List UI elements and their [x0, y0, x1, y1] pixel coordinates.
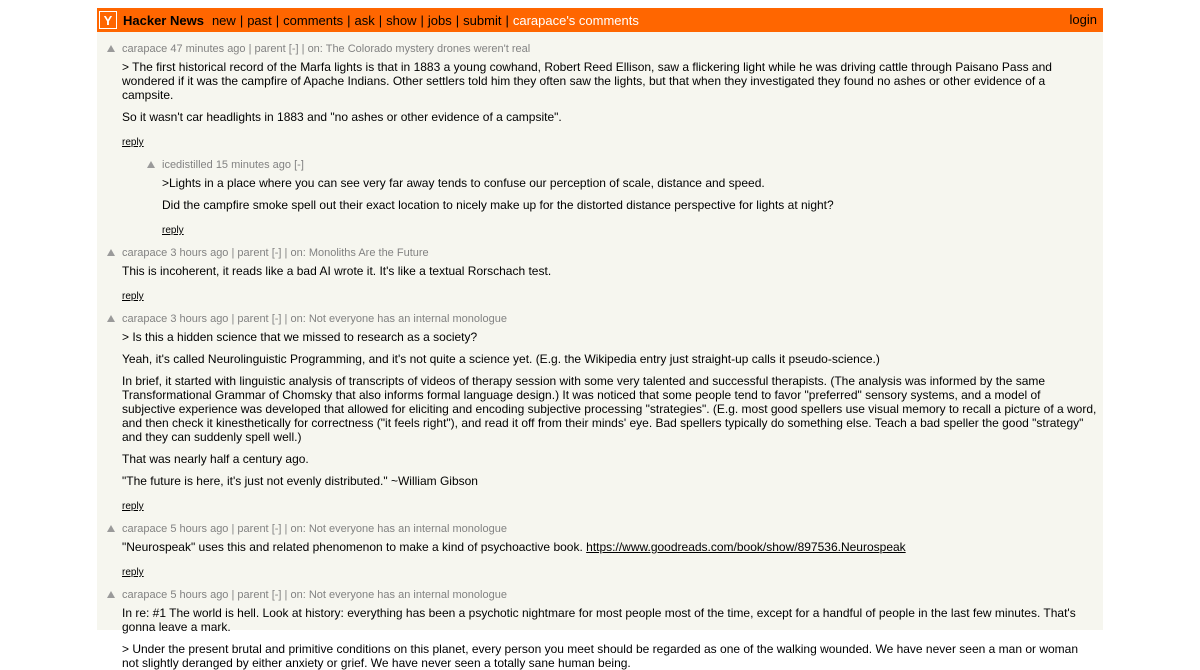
comment-text: [122, 540, 1097, 554]
comment: [97, 586, 1103, 670]
comment-paragraph: This is incoherent, it reads like a bad AI wrote it. It's like a textual Rorschach test.: [122, 264, 552, 278]
reply-link[interactable]: reply: [122, 501, 144, 512]
upvote-arrow-icon[interactable]: [147, 161, 155, 168]
comment-user-link[interactable]: carapace: [122, 589, 168, 601]
on-label: on:: [290, 313, 306, 325]
reply-link[interactable]: reply: [122, 291, 144, 302]
comment-age-link[interactable]: 3 hours ago: [170, 247, 229, 259]
nav-separator: |: [455, 12, 460, 28]
comment-meta: carapace 47 minutes ago | parent [-] | on: The Colorado mystery drones weren't real: [122, 43, 531, 55]
comment-user-link[interactable]: carapace: [122, 43, 168, 55]
nav-user-comments[interactable]: carapace's comments: [512, 12, 639, 28]
comment-paragraph: In brief, it started with linguistic analysis of transcripts of videos of therapy session with some very talented and successful therapists. (The analysis was informed by the same Transformational Grammar of Chomsky that also informs formal language design.) It was noticed that some people tend to favor "preferred" sensory systems, and a model of subjective experience was developed that allowed for eliciting and encoding subjective processing "strategies". (E.g. most good spellers use visual memory to recall a picture of a word, and then check it kinesthetically for correctness ("it feels right"), and read it off from their minds' eye. Bad spellers typically do something else. Teach a bad speller the good "strategy" and they can suddenly spell well.): [122, 374, 1097, 444]
comment-paragraph: So it wasn't car headlights in 1883 and "no ashes or other evidence of a campsite".: [122, 110, 562, 124]
comment-age-link[interactable]: 5 hours ago: [170, 589, 229, 601]
nav-past[interactable]: past: [247, 12, 272, 28]
comment-age-link[interactable]: 47 minutes ago: [170, 43, 246, 55]
parent-link[interactable]: parent: [237, 523, 269, 535]
nav-jobs[interactable]: jobs: [427, 12, 452, 28]
login-link[interactable]: login: [1069, 12, 1097, 27]
comment-age-link[interactable]: 15 minutes ago: [215, 159, 292, 171]
parent-link[interactable]: parent: [237, 247, 269, 259]
on-label: on:: [290, 589, 306, 601]
on-label: on:: [290, 247, 306, 259]
nav-show[interactable]: show: [386, 12, 417, 28]
comment-paragraph: That was nearly half a century ago.: [122, 452, 309, 466]
comment-paragraph: > Under the present brutal and primitive conditions on this planet, every person you meet should be regarded as one of the walking wounded. We have never seen a man or woman not slightly deranged by either anxiety or grief. We have never seen a totally sane human being.: [122, 642, 1079, 670]
upvote-arrow-icon[interactable]: [107, 591, 115, 598]
comment-list: [97, 32, 1103, 670]
comment-meta: carapace 3 hours ago | parent [-] | on: Not everyone has an internal monologue: [122, 313, 507, 325]
comment-text: [122, 60, 1097, 124]
comment-paragraph: "The future is here, it's just not evenly distributed." ~William Gibson: [122, 474, 478, 488]
collapse-toggle[interactable]: [-]: [288, 43, 299, 55]
on-label: on:: [307, 43, 323, 55]
comment-paragraph: In re: #1 The world is hell. Look at history: everything has been a psychotic nightmare for most people most of the time, except for a handful of people in the last few minutes. That's gonna leave a mark.: [122, 606, 1076, 634]
comment-age-link[interactable]: 5 hours ago: [170, 523, 229, 535]
parent-link[interactable]: parent: [254, 43, 286, 55]
goodreads-link[interactable]: https://www.goodreads.com/book/show/897536.Neurospeak: [586, 540, 906, 554]
nav-submit[interactable]: submit: [463, 12, 502, 28]
reply-link[interactable]: reply: [122, 137, 144, 148]
top-bar: [97, 8, 1103, 32]
parent-link[interactable]: parent: [237, 589, 269, 601]
collapse-toggle[interactable]: [-]: [294, 159, 304, 171]
comment-text: [122, 264, 1097, 278]
story-link[interactable]: The Colorado mystery drones weren't real: [325, 43, 531, 55]
comment-paragraph: Yeah, it's called Neurolinguistic Programming, and it's not quite a science yet. (E.g. the Wikipedia entry just straight-up calls it pseudo-science.): [122, 352, 880, 366]
story-link[interactable]: Not everyone has an internal monologue: [308, 313, 507, 325]
collapse-toggle[interactable]: [-]: [271, 523, 282, 535]
comment-meta: carapace 5 hours ago | parent [-] | on: Not everyone has an internal monologue: [122, 589, 507, 601]
parent-link[interactable]: parent: [237, 313, 269, 325]
collapse-toggle[interactable]: [-]: [271, 589, 282, 601]
upvote-arrow-icon[interactable]: [107, 315, 115, 322]
comment-text: [122, 606, 1097, 670]
story-link[interactable]: Monoliths Are the Future: [308, 247, 429, 259]
comment-user-link[interactable]: carapace: [122, 247, 168, 259]
nav-separator: |: [347, 12, 351, 28]
comment-paragraph: Did the campfire smoke spell out their exact location to nicely make up for the distorted distance perspective for lights at night?: [162, 198, 834, 212]
comment-user-link[interactable]: carapace: [122, 313, 168, 325]
logo-icon[interactable]: Y: [99, 11, 117, 29]
comment-user-link[interactable]: carapace: [122, 523, 168, 535]
upvote-arrow-icon[interactable]: [107, 249, 115, 256]
nav-separator: |: [275, 12, 280, 28]
story-link[interactable]: Not everyone has an internal monologue: [308, 589, 507, 601]
on-label: on:: [290, 523, 306, 535]
nav-separator: |: [505, 12, 509, 28]
comment: [97, 244, 1103, 306]
comment-user-link[interactable]: icedistilled: [162, 159, 213, 171]
comment: [97, 520, 1103, 582]
upvote-arrow-icon[interactable]: [107, 525, 115, 532]
comment: [97, 310, 1103, 516]
comment-text: [122, 330, 1097, 488]
comment-meta: [162, 156, 1097, 172]
nav-separator: |: [378, 12, 383, 28]
comment-paragraph: > Is this a hidden science that we missed to research as a society?: [122, 330, 478, 344]
comment-paragraph-text: "Neurospeak" uses this and related phenomenon to make a kind of psychoactive book.: [122, 540, 587, 554]
collapse-toggle[interactable]: [-]: [271, 313, 282, 325]
comment-meta: carapace 3 hours ago | parent [-] | on: Monoliths Are the Future: [122, 247, 429, 259]
reply-link[interactable]: reply: [122, 567, 144, 578]
comment-paragraph: [122, 540, 1097, 554]
nav-ask[interactable]: ask: [354, 12, 375, 28]
comment-age-link[interactable]: 3 hours ago: [170, 313, 229, 325]
comment-paragraph: > The first historical record of the Marfa lights is that in 1883 a young cowhand, Robert Reed Ellison, saw a flickering light while he was driving cattle through Paisano Pass and wondered if it was the campfire of Apache Indians. Other settlers told him they often saw the lights, but that when they investigated they found no ashes or other evidence of a campsite.: [122, 60, 1052, 102]
story-link[interactable]: Not everyone has an internal monologue: [308, 523, 507, 535]
comment-meta: carapace 5 hours ago | parent [-] | on: Not everyone has an internal monologue: [122, 523, 507, 535]
comment-text: [162, 176, 1097, 212]
collapse-toggle[interactable]: [-]: [271, 247, 282, 259]
nav-separator: |: [420, 12, 424, 28]
site-name-link[interactable]: Hacker News: [123, 12, 204, 28]
nav-new[interactable]: new: [211, 12, 236, 28]
comment: [97, 40, 1103, 152]
upvote-arrow-icon[interactable]: [107, 45, 115, 52]
comment-paragraph: >Lights in a place where you can see very far away tends to confuse our perception of scale, distance and speed.: [162, 176, 765, 190]
nav-comments[interactable]: comments: [283, 12, 344, 28]
nav-separator: |: [239, 12, 244, 28]
page: [97, 8, 1103, 670]
comment-nested: [97, 156, 1103, 240]
reply-link[interactable]: reply: [162, 225, 184, 236]
